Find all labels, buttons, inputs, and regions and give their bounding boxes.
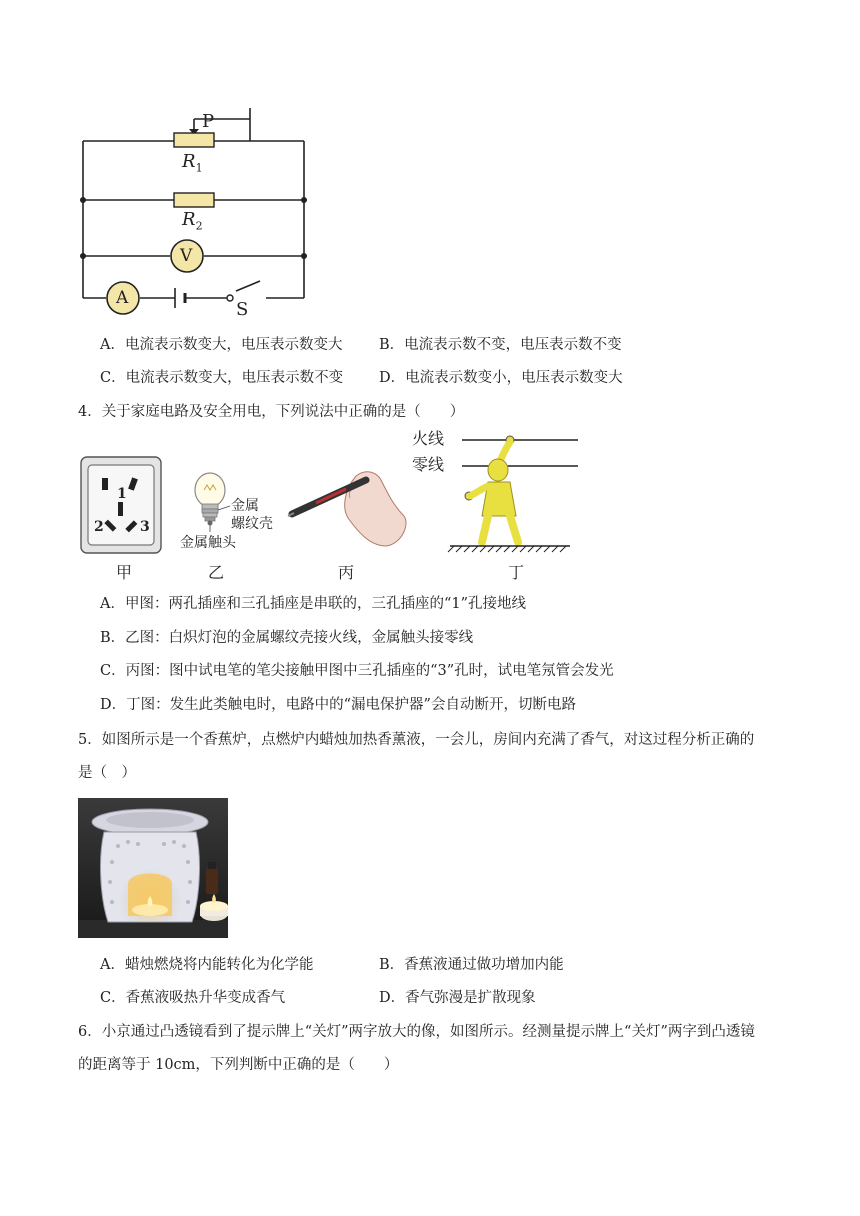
figure-label-bing: 丙: [338, 563, 355, 582]
q6-stem-line2: 的距离等于 10cm，下列判断中正确的是（ ）: [78, 1057, 399, 1073]
circuit-diagram: [70, 100, 320, 320]
q5-option-a[interactable]: A．蜡烛燃烧将内能转化为化学能: [100, 957, 314, 973]
q3-option-b[interactable]: B．电流表示数不变，电压表示数不变: [379, 337, 622, 353]
aroma-burner-photo: [78, 798, 228, 938]
q4-option-a[interactable]: A．甲图：两孔插座和三孔插座是串联的，三孔插座的“1”孔接地线: [100, 596, 527, 612]
metal-contact-label: 金属触头: [180, 535, 236, 551]
resistor-r2: [174, 193, 214, 207]
slider-label: P: [202, 111, 215, 132]
figure-socket: [80, 456, 162, 554]
live-wire-label: 火线: [412, 429, 445, 448]
figure-label-jia: 甲: [116, 563, 133, 582]
metal-shell-label-1: 金属: [231, 498, 259, 514]
q5-stem-line1: 5．如图所示是一个香蕉炉，点燃炉内蜡烛加热香薰液，一会儿，房间内充满了香气，对这过程分析正确的: [78, 732, 755, 748]
q3-option-d[interactable]: D．电流表示数变小，电压表示数变大: [379, 370, 623, 386]
socket-hole-2: 2: [94, 519, 104, 535]
socket-hole-3: 3: [140, 519, 150, 535]
test-pen-icon: [286, 466, 412, 554]
socket-icon: [80, 456, 162, 554]
metal-shell-label-2: 螺纹壳: [231, 516, 273, 532]
r1-label: $R_1$: [182, 151, 203, 175]
aroma-burner-image: [78, 798, 228, 938]
ammeter-label: A: [116, 288, 129, 308]
q6-stem-line1: 6．小京通过凸透镜看到了提示牌上“关灯”两字放大的像，如图所示。经测量提示牌上“关灯”两字到凸透镜: [78, 1024, 755, 1040]
switch: [227, 295, 233, 301]
neutral-wire-label: 零线: [412, 455, 445, 474]
q4-option-b[interactable]: B．乙图：白炽灯泡的金属螺纹壳接火线，金属触头接零线: [100, 630, 474, 646]
q3-option-c[interactable]: C．电流表示数变大，电压表示数不变: [100, 370, 344, 386]
q5-option-c[interactable]: C．香蕉液吸热升华变成香气: [100, 990, 286, 1006]
q5-option-d[interactable]: D．香气弥漫是扩散现象: [379, 990, 536, 1006]
q4-option-c[interactable]: C．丙图：图中试电笔的笔尖接触甲图中三孔插座的“3”孔时，试电笔氖管会发光: [100, 663, 614, 679]
q4-option-d[interactable]: D．丁图：发生此类触电时，电路中的“漏电保护器”会自动断开，切断电路: [100, 697, 576, 713]
voltmeter-label: V: [180, 246, 193, 266]
figure-label-ding: 丁: [508, 563, 525, 582]
q3-option-a[interactable]: A．电流表示数变大，电压表示数变大: [100, 337, 343, 353]
figure-bulb: [178, 470, 278, 554]
r2-label: $R_2$: [182, 209, 203, 233]
resistor-r1: [174, 133, 214, 147]
q5-stem-line2: 是（ ）: [78, 765, 136, 781]
figure-shock: [410, 426, 582, 556]
q5-option-b[interactable]: B．香蕉液通过做功增加内能: [379, 957, 564, 973]
q4-stem: 4．关于家庭电路及安全用电，下列说法中正确的是（ ）: [78, 404, 465, 420]
figure-label-yi: 乙: [208, 563, 225, 582]
socket-hole-1: 1: [117, 486, 127, 502]
switch-label: S: [236, 299, 249, 320]
figure-test-pen: [286, 466, 412, 554]
